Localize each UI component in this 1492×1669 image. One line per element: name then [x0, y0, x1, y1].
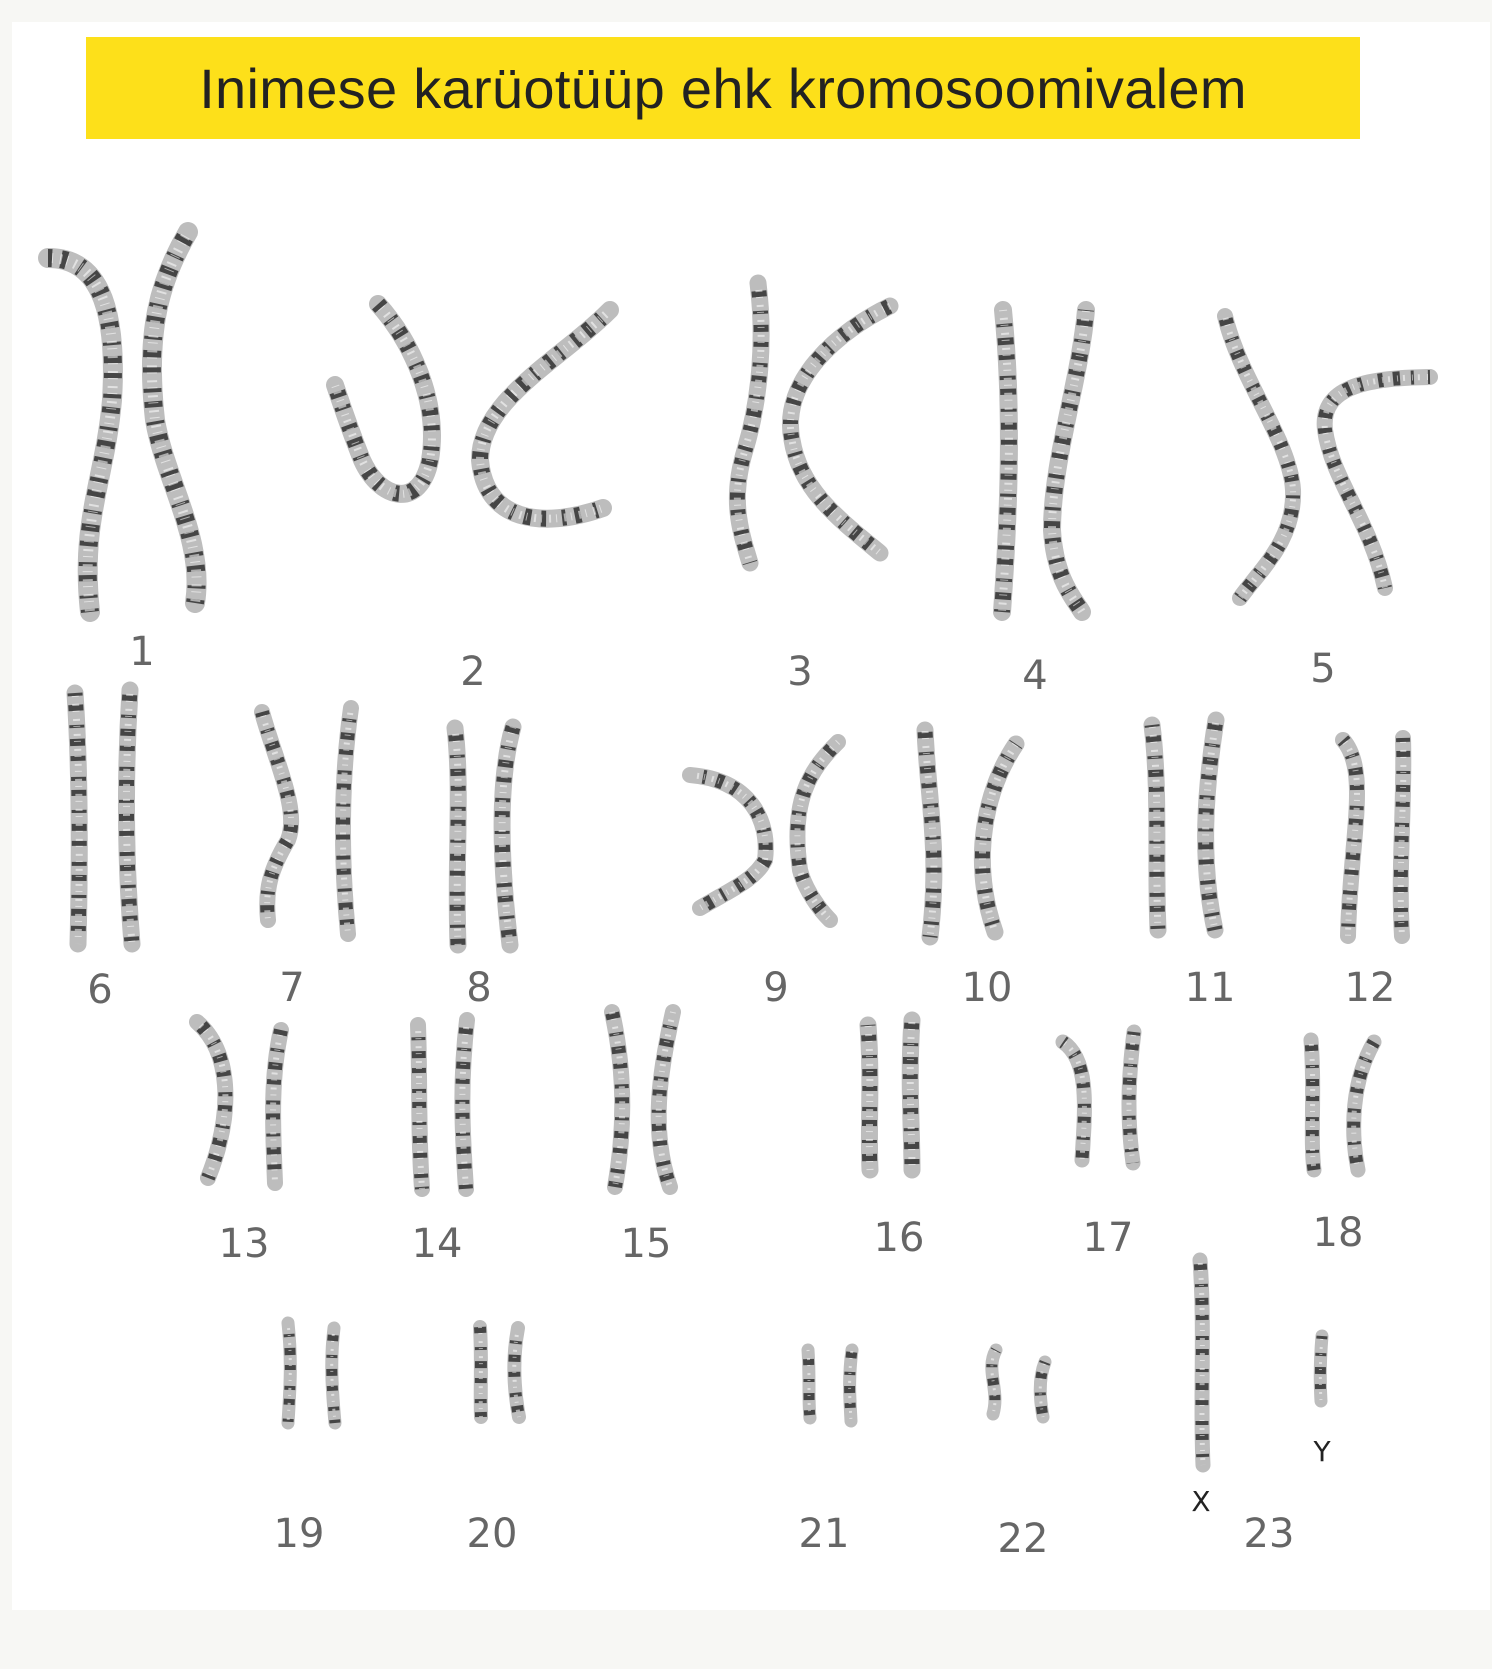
- chromosome-21-strand-1: [808, 1350, 810, 1418]
- label-chromosome-3: 3: [787, 649, 813, 695]
- chromosome-body: [850, 1350, 852, 1421]
- chromosome-20-strand-2: [514, 1328, 519, 1417]
- label-chromosome-5: 5: [1310, 646, 1336, 692]
- label-chromosome-10: 10: [961, 965, 1013, 1011]
- chromosome-4-strand-1: [1002, 310, 1009, 612]
- chromosome-22-strand-2: [1040, 1362, 1045, 1417]
- chromosome-9-strand-1: [690, 775, 766, 908]
- label-y-chromosome: Y: [1313, 1435, 1331, 1468]
- label-chromosome-12: 12: [1344, 965, 1396, 1011]
- chromosome-8-strand-2: [502, 727, 513, 945]
- label-chromosome-9: 9: [763, 965, 789, 1011]
- chromosome-15-strand-1: [612, 1012, 622, 1187]
- chromosome-6-strand-1: [75, 693, 79, 944]
- chromosome-7-strand-1: [262, 712, 291, 920]
- chromosome-9-strand-2: [797, 742, 838, 920]
- chromosome-21-strand-2: [850, 1350, 852, 1421]
- page-title: Inimese karüotüüp ehk kromosoomivalem: [199, 56, 1247, 120]
- label-chromosome-22: 22: [997, 1516, 1049, 1562]
- label-chromosome-23: 23: [1243, 1511, 1295, 1557]
- chromosome-6-strand-2: [126, 690, 132, 944]
- label-chromosome-19: 19: [273, 1511, 325, 1557]
- chromosome-texture: [1311, 1040, 1314, 1170]
- label-chromosome-18: 18: [1312, 1210, 1364, 1256]
- chromosome-20-strand-1: [480, 1327, 481, 1417]
- label-chromosome-8: 8: [466, 965, 492, 1011]
- chromosome-2-strand-2: [480, 310, 610, 519]
- label-x-chromosome: X: [1191, 1485, 1211, 1518]
- chromosome-2-strand-1: [335, 304, 432, 494]
- chromosome-4-strand-2: [1052, 310, 1086, 612]
- label-chromosome-15: 15: [620, 1221, 672, 1267]
- chromosome-22-strand-1: [992, 1350, 996, 1414]
- chromosome-body: [455, 728, 458, 945]
- chromosome-15-strand-2: [659, 1012, 673, 1187]
- label-chromosome-16: 16: [873, 1215, 925, 1261]
- chromosome-19-strand-2: [332, 1328, 335, 1423]
- label-chromosome-6: 6: [87, 967, 113, 1013]
- label-chromosome-7: 7: [279, 965, 305, 1011]
- chromosome-19-strand-1: [288, 1323, 290, 1423]
- chromosome-13-strand-2: [273, 1030, 281, 1183]
- chromosome-body: [690, 775, 766, 908]
- label-chromosome-2: 2: [460, 649, 486, 695]
- chromosome-23-strand-2: [1320, 1336, 1322, 1401]
- chromosome-11-strand-1: [1152, 725, 1158, 930]
- chromosome-8-strand-1: [455, 728, 458, 945]
- chromosome-body: [868, 1025, 870, 1170]
- chromosome-body: [335, 304, 432, 494]
- chromosome-11-strand-2: [1206, 720, 1216, 930]
- chromosome-1-strand-1: [48, 258, 113, 612]
- chromosome-1-strand-2: [152, 232, 197, 603]
- chromosome-bands: [480, 310, 610, 519]
- chromosome-5-strand-2: [1325, 377, 1430, 588]
- chromosome-7-strand-2: [343, 708, 351, 934]
- chromosome-16-strand-2: [910, 1020, 912, 1170]
- chromosome-16-strand-1: [868, 1025, 870, 1170]
- chromosome-12-strand-2: [1401, 738, 1404, 936]
- chromosome-13-strand-1: [197, 1022, 225, 1178]
- chromosome-bands: [1325, 377, 1430, 588]
- chromosome-18-strand-2: [1354, 1042, 1374, 1170]
- label-chromosome-11: 11: [1184, 965, 1236, 1011]
- label-chromosome-17: 17: [1082, 1215, 1134, 1261]
- chromosome-5-strand-1: [1225, 316, 1293, 598]
- chromosome-23-strand-1: [1200, 1260, 1203, 1465]
- chromosome-body: [1063, 1042, 1084, 1160]
- label-chromosome-13: 13: [218, 1221, 270, 1267]
- chromosome-10-strand-2: [982, 744, 1016, 932]
- chromosome-3-strand-1: [737, 283, 761, 563]
- chromosome-3-strand-2: [790, 306, 890, 553]
- label-chromosome-21: 21: [798, 1511, 850, 1557]
- label-chromosome-4: 4: [1022, 653, 1048, 699]
- chromosome-bands: [335, 304, 432, 494]
- label-chromosome-20: 20: [466, 1511, 518, 1557]
- chromosome-10-strand-1: [925, 730, 934, 937]
- chromosome-18-strand-1: [1311, 1040, 1314, 1170]
- chromosome-12-strand-1: [1343, 740, 1357, 936]
- chromosome-shapes: [48, 232, 1430, 1465]
- chromosome-17-strand-1: [1063, 1042, 1084, 1160]
- chromosome-17-strand-2: [1129, 1032, 1134, 1163]
- label-chromosome-14: 14: [411, 1221, 463, 1267]
- chromosome-14-strand-2: [462, 1020, 467, 1189]
- chromosome-body: [273, 1030, 281, 1183]
- chromosome-14-strand-1: [418, 1025, 422, 1189]
- chromosome-texture: [335, 304, 432, 494]
- label-chromosome-1: 1: [129, 629, 155, 675]
